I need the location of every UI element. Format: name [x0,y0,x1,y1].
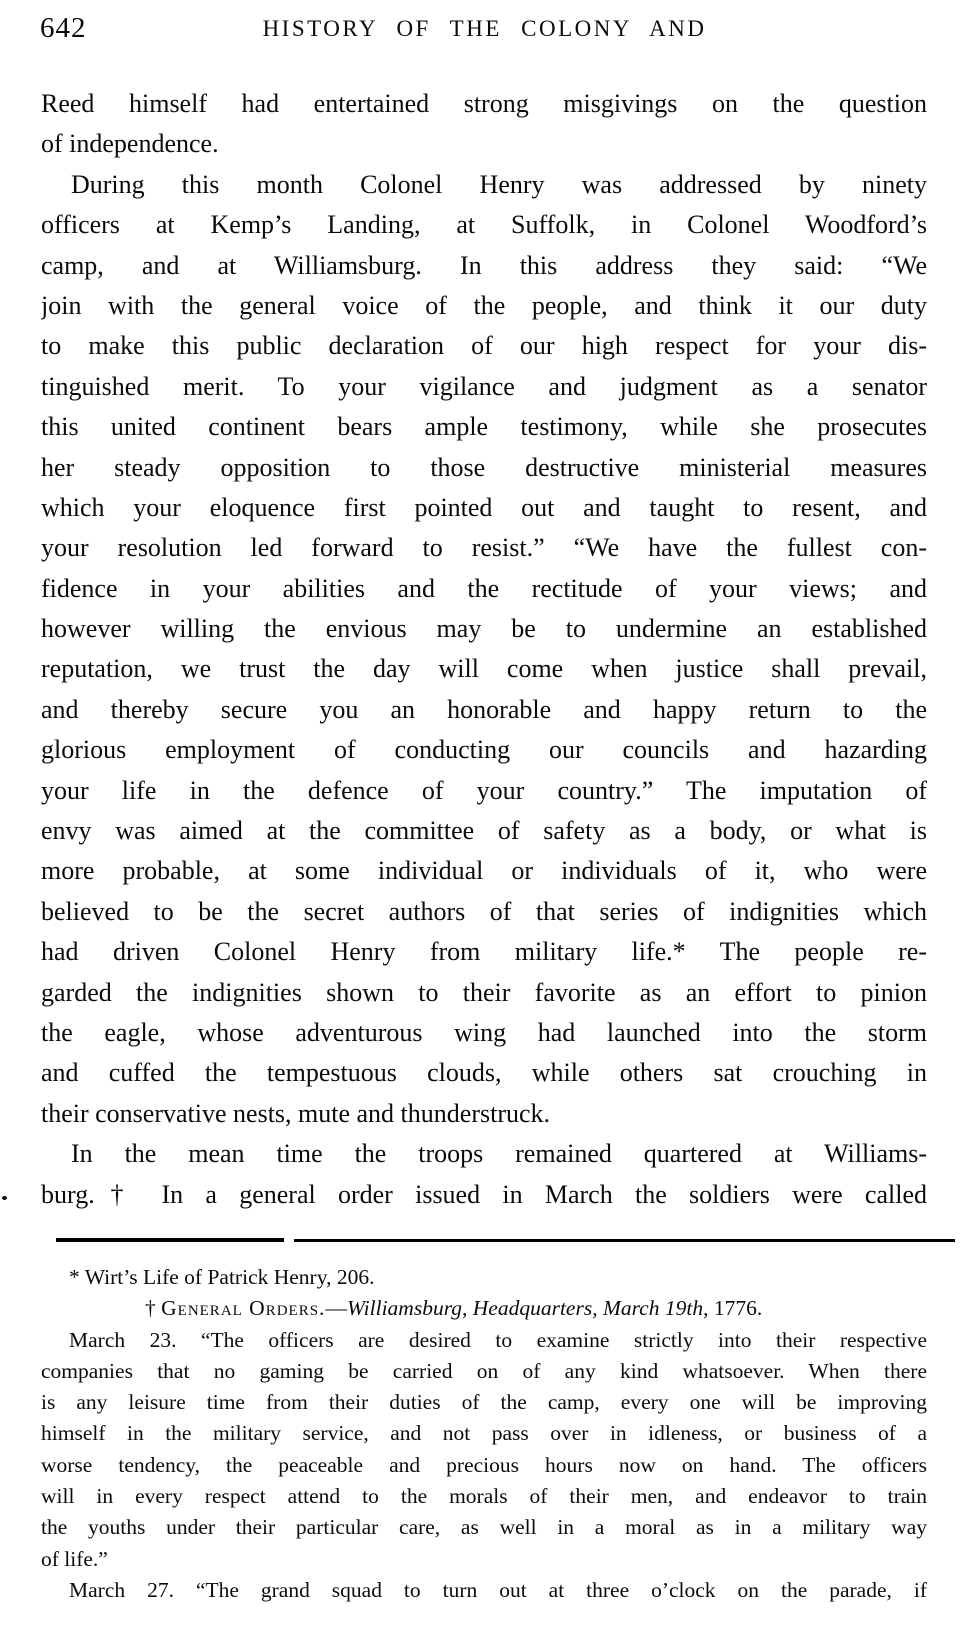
footnote-line: companies that no gaming be carried on of any kind whatsoever. When there [41,1358,927,1383]
body-line: officers at Kemp’s Landing, at Suffolk, in Colonel Woodford’s [41,210,927,240]
footnote-line: the youths under their particular care, as well in a moral as in a military way [41,1515,927,1540]
body-line: her steady opposition to those destructive ministerial measures [41,452,927,482]
footnote-dash: — [325,1296,347,1321]
body-line: reputation, we trust the day will come when justice shall prevail, [41,654,927,684]
body-line: garded the indignities shown to their favorite as an effort to pinion [41,977,927,1007]
footnote-dagger-line [41,1293,927,1324]
body-text [41,84,927,1215]
footnote-line: himself in the military service, and not pass over in idleness, or business of a [41,1421,927,1446]
page-number: 642 [40,12,87,44]
footnote-divider [56,1238,284,1242]
body-line: fidence in your abilities and the rectitude of your views; and [41,573,927,603]
body-line: to make this public declaration of our high respect for your dis- [41,331,927,361]
footnote-smallcaps-label: General Orders. [161,1296,326,1321]
footnote-line: is any leisure time from their duties of the camp, every one will be improving [41,1390,927,1415]
body-line: camp, and at Williamsburg. In this address they said: “We [41,250,927,280]
body-line: and thereby secure you an honorable and happy return to the [41,694,927,724]
footnote-line: March 23. “The officers are desired to examine strictly into their respective [69,1327,927,1352]
body-line: the eagle, whose adventurous wing had launched into the storm [41,1017,927,1047]
footnote-line: March 27. “The grand squad to turn out at three o’clock on the parade, if [69,1577,927,1602]
body-line: envy was aimed at the committee of safety as a body, or what is [41,816,927,846]
running-head: HISTORY OF THE COLONY AND [262,16,707,41]
footnote-italic-text: Williamsburg, Headquarters, March 19th, [346,1296,709,1321]
footnote-line: will in every respect attend to the morals of their men, and endeavor to train [41,1484,927,1509]
body-line: had driven Colonel Henry from military life.* The people re- [41,937,927,967]
footnote-divider [294,1239,955,1242]
body-line: Reed himself had entertained strong misgivings on the question [41,89,927,118]
body-line: burg.† In a general order issued in March the soldiers were called [41,1179,927,1209]
footnote-line: worse tendency, the peaceable and precious hours now on hand. The officers [41,1452,927,1477]
body-line: your life in the defence of your country.” The imputation of [41,775,927,805]
footnotes [41,1262,927,1606]
body-line: tinguished merit. To your vigilance and judgment as a senator [41,371,927,401]
body-line: and cuffed the tempestuous clouds, while others sat crouching in [41,1058,927,1088]
body-line: this united continent bears ample testimony, while she prosecutes [41,412,927,442]
body-line: which your eloquence first pointed out and taught to resent, and [41,492,927,522]
dagger-icon: † [145,1296,162,1321]
body-line: however willing the envious may be to undermine an established [41,614,927,644]
body-line: In the mean time the troops remained quartered at Williams- [71,1139,927,1169]
body-line: of independence. [41,129,219,159]
body-line: During this month Colonel Henry was addressed by ninety [71,169,927,199]
body-line: more probable, at some individual or individuals of it, who were [41,856,927,886]
footnote-star-line: * Wirt’s Life of Patrick Henry, 206. [69,1265,375,1289]
scan-artifact-dot [2,1196,7,1200]
footnote-year: 1776. [708,1296,763,1321]
footnote-line: of life.” [41,1546,108,1571]
body-line: their conservative nests, mute and thunderstruck. [41,1098,551,1128]
body-line: believed to be the secret authors of that series of indignities which [41,896,927,926]
body-line: join with the general voice of the people, and think it our duty [41,290,927,320]
body-line: glorious employment of conducting our councils and hazarding [41,735,927,765]
body-line: your resolution led forward to resist.” “We have the fullest con- [41,533,927,563]
